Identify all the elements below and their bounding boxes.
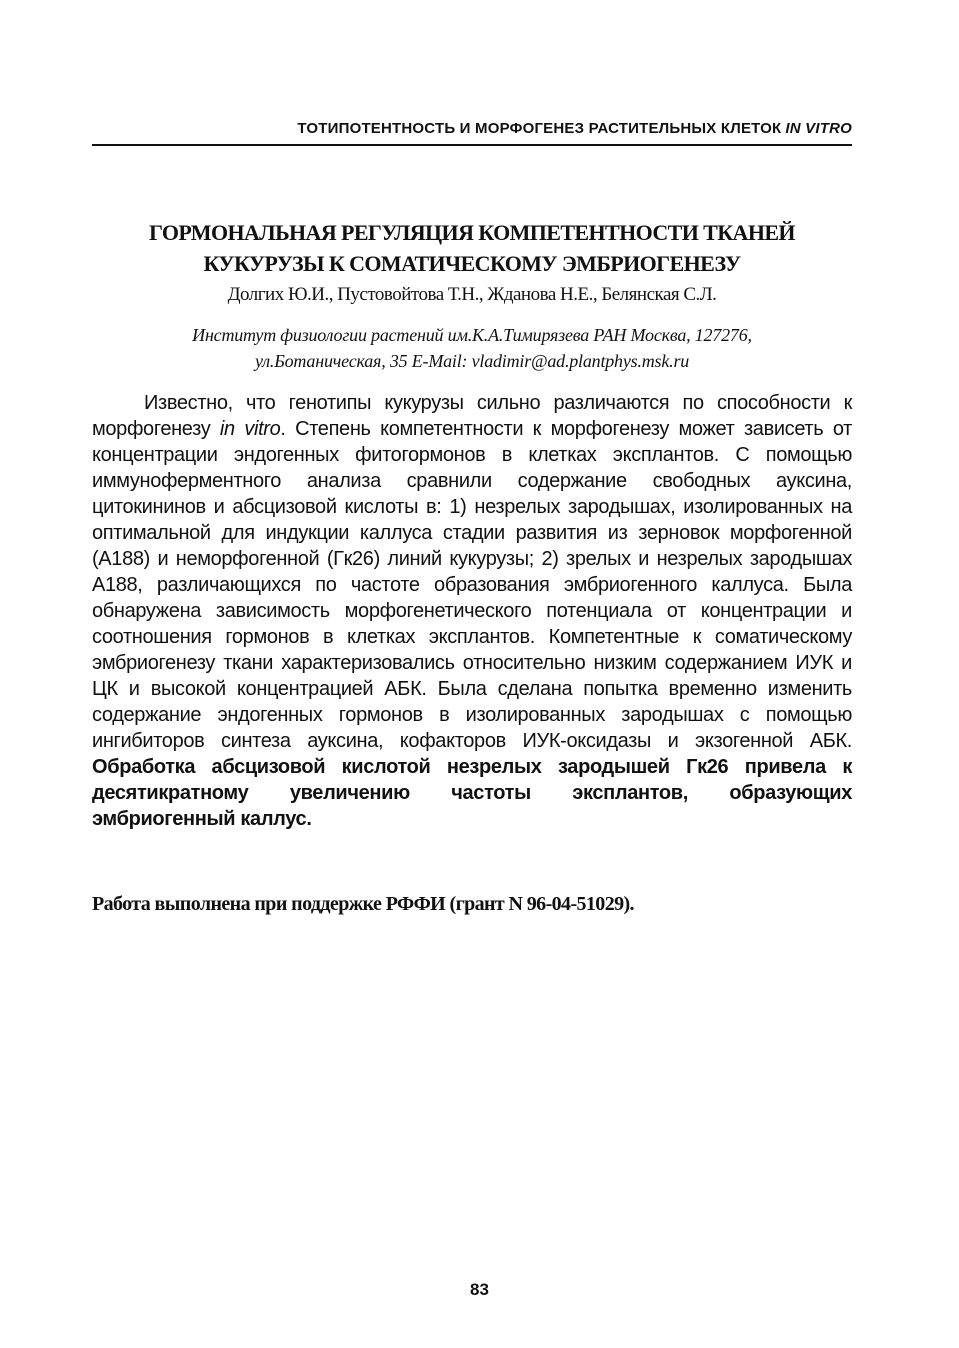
- title-line-1: ГОРМОНАЛЬНАЯ РЕГУЛЯЦИЯ КОМПЕТЕНТНОСТИ ТКАНЕЙ: [149, 220, 795, 245]
- abstract-italic-term: in vitro: [219, 418, 281, 440]
- funding-note: Работа выполнена при поддержке РФФИ (грант N 96-04-51029).: [92, 893, 634, 915]
- abstract-text-start: Известно, что генотипы кукурузы сильно различаются по способности к морфогенезу: [92, 392, 852, 440]
- affiliation: [92, 322, 852, 374]
- abstract-paragraph: [92, 390, 852, 832]
- affiliation-line-1: Институт физиологии растений им.К.А.Тимирязева РАН Москва, 127276,: [192, 325, 752, 345]
- title-line-2: КУКУРУЗЫ К СОМАТИЧЕСКОМУ ЭМБРИОГЕНЕЗУ: [203, 251, 741, 276]
- authors: Долгих Ю.И., Пустовойтова Т.Н., Жданова Н.Е., Белянская С.Л.: [227, 284, 717, 305]
- running-header-italic: IN VITRO: [785, 120, 852, 137]
- abstract-text-bold: Обработка абсцизовой кислотой незрелых зародышей Гк26 привела к десятикратному увеличению частоты эксплантов, образующих эмбриогенный каллус.: [92, 756, 852, 830]
- affiliation-line-2: ул.Ботаническая, 35 E-Mail: vladimir@ad.plantphys.msk.ru: [254, 351, 690, 371]
- abstract-text-main: . Степень компетентности к морфогенезу может зависеть от концентрации эндогенных фитогормонов в клетках эксплантов. С помощью иммуноферментного анализа сравнили содержание свободных ауксина, цитокининов и абсцизовой кислоты в: 1) незрелых зародышах, изолированных на оптимальной для индукции каллуса стадии развития из зерновок морфогенной (А188) и неморфогенной (Гк26) линий кукурузы; 2) зрелых и незрелых зародышах А188, различающихся по частоте образования эмбриогенного каллуса. Была обнаружена зависимость морфогенетического потенциала от концентрации и соотношения гормонов в клетках эксплантов. Компетентные к соматическому эмбриогенезу ткани характеризовались относительно низким содержанием ИУК и ЦК и высокой концентрацией АБК. Была сделана попытка временно изменить содержание эндогенных гормонов в изолированных зародышах с помощью ингибиторов синтеза ауксина, кофакторов ИУК-оксидазы и экзогенной АБК.: [92, 418, 852, 752]
- running-header: [92, 120, 852, 146]
- article-title: [92, 217, 852, 279]
- page-number: 83: [470, 1280, 489, 1299]
- running-header-title: ТОТИПОТЕНТНОСТЬ И МОРФОГЕНЕЗ РАСТИТЕЛЬНЫХ КЛЕТОК: [297, 120, 782, 137]
